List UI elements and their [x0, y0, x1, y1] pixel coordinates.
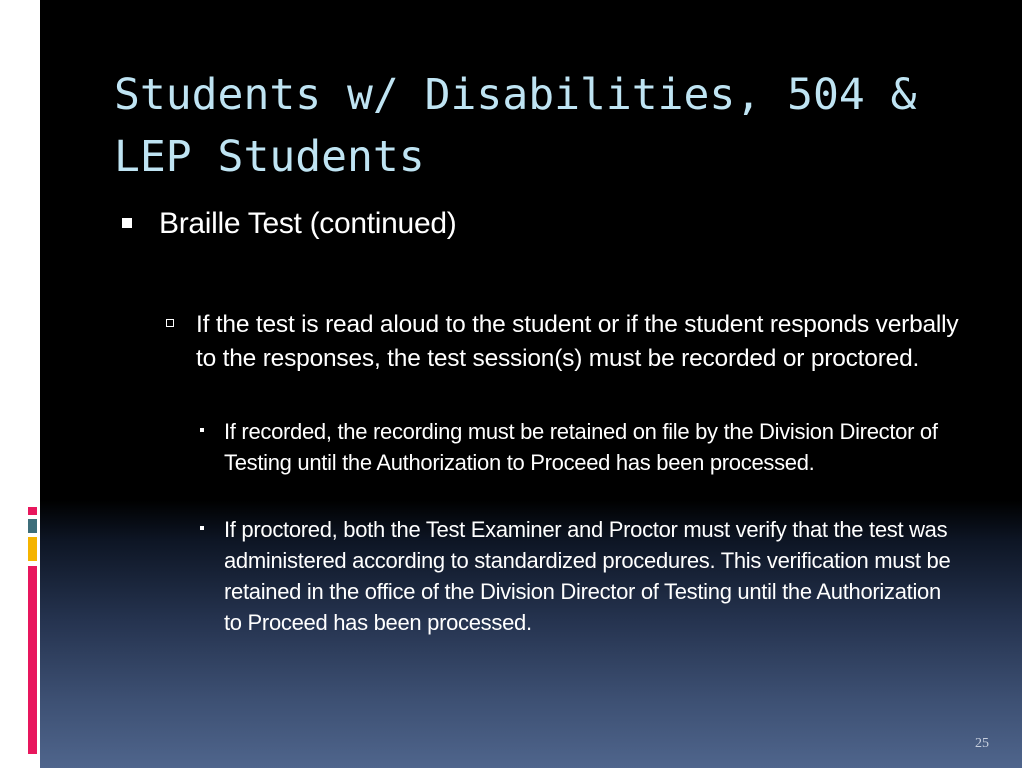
- bullet-level-3-recorded: [200, 416, 960, 478]
- slide-title-line-2: LEP Students: [114, 132, 425, 182]
- slide-number: 25: [975, 736, 989, 751]
- hollow-square-bullet-icon: [166, 319, 174, 327]
- bullet-level-1: [122, 204, 982, 244]
- small-square-bullet-icon: [200, 526, 204, 530]
- slide-title-line-1: Students w/ Disabilities, 504 &: [114, 70, 917, 120]
- small-square-bullet-icon: [200, 428, 204, 432]
- sub-sub-bullet-text: If proctored, both the Test Examiner and Proctor must verify that the test was administered according to standardized procedures. This verification must be retained in the office of the Division Director of Testing until the Authorization to Proceed has been processed.: [224, 517, 951, 635]
- sub-bullet-text: If the test is read aloud to the student or if the student responds verbally to the responses, the test session(s) must be recorded or proctored.: [196, 311, 959, 372]
- bullet-level-2: [166, 308, 966, 375]
- slide-title: [114, 64, 994, 188]
- bullet-text: Braille Test (continued): [159, 207, 457, 240]
- bullet-level-3-proctored: [200, 514, 960, 638]
- sub-sub-bullet-text: If recorded, the recording must be retained on file by the Division Director of Testing until the Authorization to Proceed has been processed.: [224, 419, 938, 475]
- square-bullet-icon: [122, 218, 132, 228]
